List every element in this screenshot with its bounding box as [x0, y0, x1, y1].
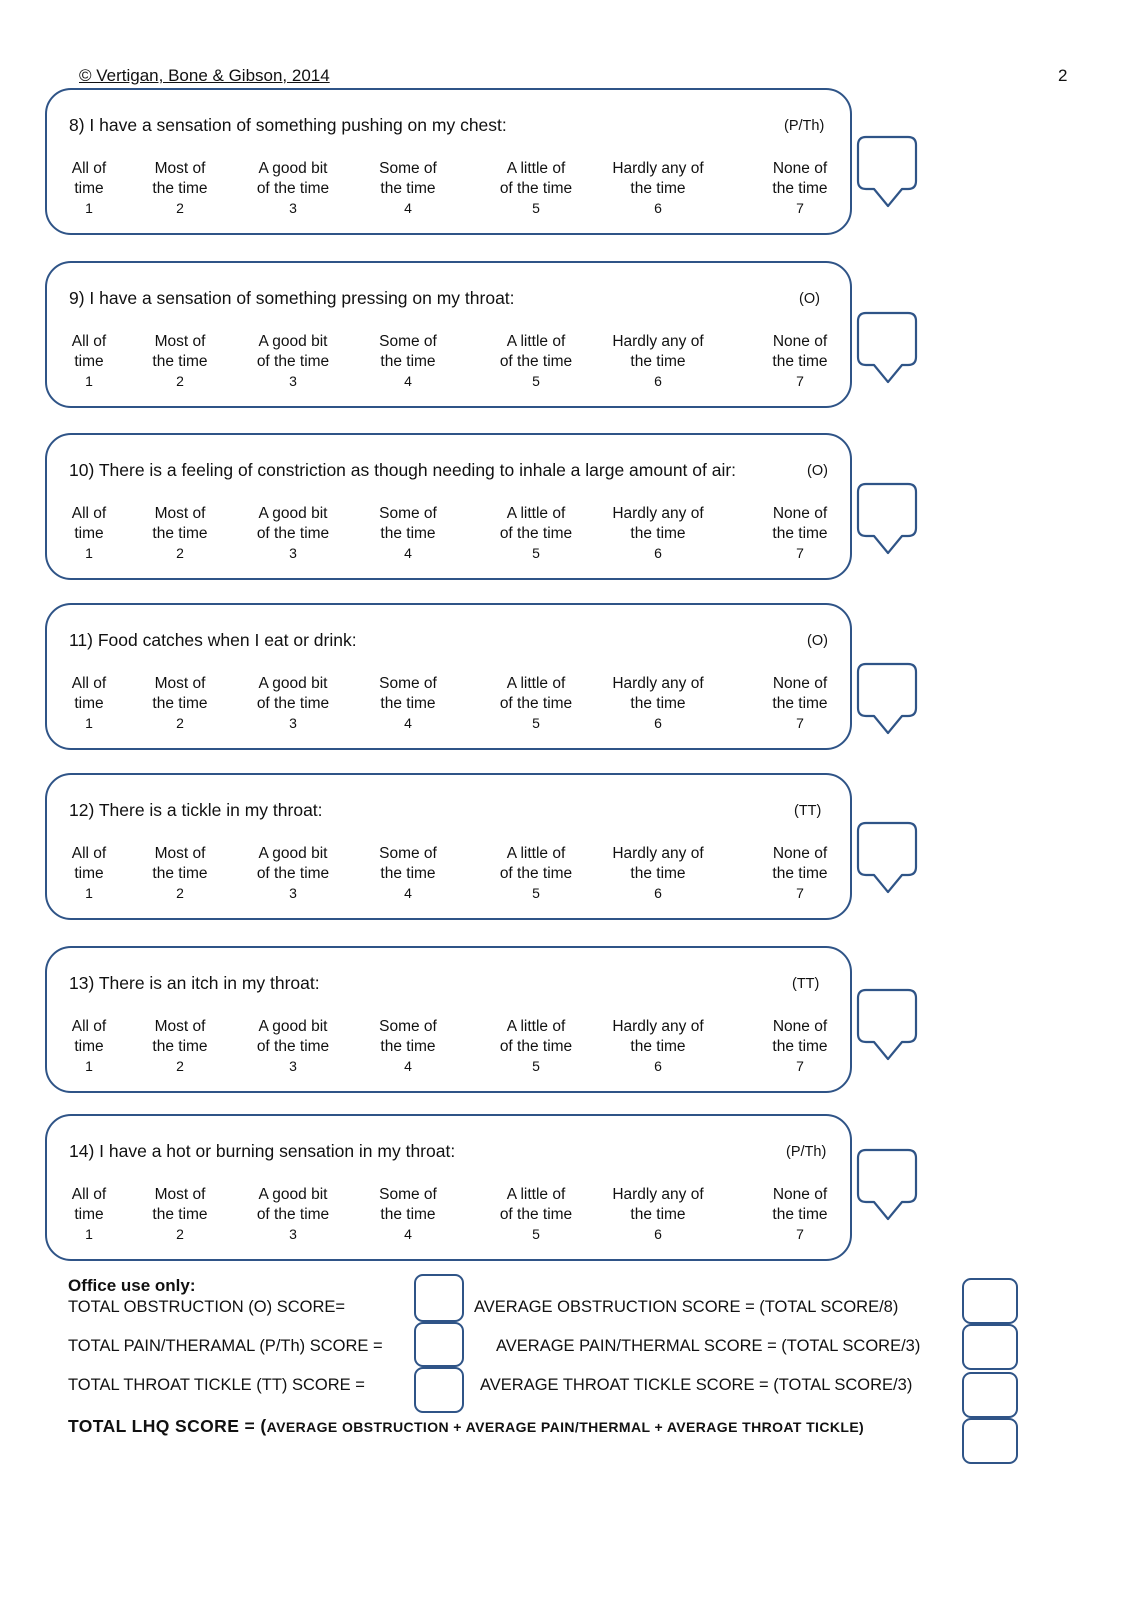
option-label: the time	[152, 695, 208, 712]
option-label: None of	[772, 160, 828, 177]
option-label: A little of	[506, 333, 566, 350]
answer-box-outline	[858, 1150, 916, 1219]
question-text: 9) I have a sensation of something pressing on my throat:	[69, 288, 515, 308]
option-number: 1	[85, 1226, 93, 1242]
option-label: All of	[71, 160, 107, 177]
option-label: time	[74, 180, 104, 197]
option-label: of the time	[499, 695, 573, 712]
response-option-5[interactable]	[476, 844, 596, 902]
response-option-3[interactable]	[233, 504, 353, 562]
option-label: All of	[71, 675, 107, 692]
option-number: 6	[654, 1058, 662, 1074]
option-label: A little of	[506, 505, 566, 522]
option-label: the time	[152, 525, 208, 542]
option-number: 2	[176, 200, 184, 216]
option-label: of the time	[256, 525, 330, 542]
option-label: A little of	[506, 675, 566, 692]
response-option-4[interactable]	[348, 674, 468, 732]
total-lhq-label: TOTAL LHQ SCORE = (	[68, 1416, 267, 1436]
option-number: 2	[176, 1226, 184, 1242]
option-number: 1	[85, 885, 93, 901]
option-label: Most of	[154, 845, 206, 862]
response-option-7[interactable]	[740, 504, 860, 562]
option-number: 2	[176, 885, 184, 901]
option-label: Some of	[379, 160, 437, 177]
option-number: 3	[289, 885, 297, 901]
response-option-5[interactable]	[476, 504, 596, 562]
option-label: the time	[772, 1038, 828, 1055]
option-label: the time	[772, 353, 828, 370]
question-12-box	[45, 773, 852, 920]
option-number: 2	[176, 545, 184, 561]
option-label: None of	[772, 505, 828, 522]
option-label: the time	[630, 353, 686, 370]
option-number: 4	[404, 373, 412, 389]
response-option-7[interactable]	[740, 1185, 860, 1243]
total-obstruction-score-box[interactable]	[414, 1274, 464, 1322]
total-pain-score-box[interactable]	[414, 1322, 464, 1367]
page-number: 2	[1058, 66, 1068, 85]
option-label: of the time	[256, 695, 330, 712]
response-option-4[interactable]	[348, 332, 468, 390]
option-label: the time	[380, 525, 436, 542]
option-number: 6	[654, 1226, 662, 1242]
answer-score-box[interactable]	[856, 482, 920, 556]
option-number: 1	[85, 1058, 93, 1074]
option-label: of the time	[499, 1206, 573, 1223]
option-label: time	[74, 865, 104, 882]
option-label: None of	[772, 1186, 828, 1203]
answer-box-outline	[858, 313, 916, 382]
option-label: Hardly any of	[612, 160, 704, 177]
option-label: All of	[71, 1018, 107, 1035]
response-option-3[interactable]	[233, 159, 353, 217]
option-number: 5	[532, 200, 540, 216]
option-label: Most of	[154, 1186, 206, 1203]
average-pain-score-box[interactable]	[962, 1324, 1018, 1370]
question-8-box	[45, 88, 852, 235]
question-14-box	[45, 1114, 852, 1261]
option-number: 7	[796, 885, 804, 901]
copyright-notice: © Vertigan, Bone & Gibson, 2014	[79, 66, 330, 85]
option-label: A good bit	[258, 333, 328, 350]
option-label: the time	[152, 180, 208, 197]
question-category-tag: (TT)	[794, 803, 822, 819]
option-label: None of	[772, 845, 828, 862]
question-category-tag: (O)	[799, 291, 820, 307]
option-number: 3	[289, 545, 297, 561]
option-label: the time	[152, 1206, 208, 1223]
response-option-2[interactable]	[120, 332, 240, 390]
question-text: 13) There is an itch in my throat:	[69, 973, 320, 993]
option-label: A good bit	[258, 1018, 328, 1035]
option-label: of the time	[499, 865, 573, 882]
response-option-5[interactable]	[476, 1017, 596, 1075]
response-option-2[interactable]	[120, 159, 240, 217]
option-label: Hardly any of	[612, 505, 704, 522]
answer-box-outline	[858, 137, 916, 206]
option-label: Hardly any of	[612, 1186, 704, 1203]
option-label: the time	[772, 1206, 828, 1223]
question-category-tag: (P/Th)	[786, 1144, 827, 1160]
answer-box-outline	[858, 664, 916, 733]
option-number: 4	[404, 715, 412, 731]
option-number: 2	[176, 373, 184, 389]
option-label: the time	[380, 865, 436, 882]
response-option-3[interactable]	[233, 1017, 353, 1075]
response-option-2[interactable]	[120, 504, 240, 562]
response-option-6[interactable]	[598, 674, 718, 732]
option-label: the time	[380, 353, 436, 370]
option-label: time	[74, 525, 104, 542]
response-option-2[interactable]	[120, 844, 240, 902]
option-label: Some of	[379, 675, 437, 692]
option-number: 5	[532, 373, 540, 389]
option-label: the time	[630, 1206, 686, 1223]
question-13-box	[45, 946, 852, 1093]
answer-score-box[interactable]	[856, 311, 920, 385]
response-option-6[interactable]	[598, 844, 718, 902]
option-number: 5	[532, 545, 540, 561]
option-label: the time	[630, 695, 686, 712]
option-label: Hardly any of	[612, 333, 704, 350]
option-number: 7	[796, 715, 804, 731]
total-pain-label: TOTAL PAIN/THERAMAL (P/Th) SCORE =	[68, 1337, 383, 1355]
option-number: 1	[85, 373, 93, 389]
option-number: 5	[532, 715, 540, 731]
option-label: of the time	[256, 180, 330, 197]
option-label: the time	[152, 865, 208, 882]
option-label: Hardly any of	[612, 1018, 704, 1035]
option-label: of the time	[499, 353, 573, 370]
option-label: A little of	[506, 1018, 566, 1035]
response-option-5[interactable]	[476, 674, 596, 732]
response-option-4[interactable]	[348, 504, 468, 562]
option-label: Some of	[379, 1186, 437, 1203]
response-option-7[interactable]	[740, 844, 860, 902]
response-option-6[interactable]	[598, 504, 718, 562]
response-option-5[interactable]	[476, 159, 596, 217]
option-number: 3	[289, 715, 297, 731]
response-option-7[interactable]	[740, 674, 860, 732]
response-option-7[interactable]	[740, 1017, 860, 1075]
question-category-tag: (P/Th)	[784, 118, 825, 134]
response-option-6[interactable]	[598, 1017, 718, 1075]
option-label: of the time	[499, 180, 573, 197]
option-label: the time	[380, 1038, 436, 1055]
response-option-3[interactable]	[233, 332, 353, 390]
answer-box-outline	[858, 990, 916, 1059]
option-label: the time	[152, 1038, 208, 1055]
average-pain-label: AVERAGE PAIN/THERMAL SCORE = (TOTAL SCORE/3)	[496, 1337, 921, 1355]
option-number: 6	[654, 545, 662, 561]
total-tickle-score-box[interactable]	[414, 1367, 464, 1413]
option-label: A little of	[506, 845, 566, 862]
question-9-box	[45, 261, 852, 408]
option-label: the time	[772, 525, 828, 542]
option-number: 7	[796, 1058, 804, 1074]
option-label: Some of	[379, 845, 437, 862]
option-number: 1	[85, 200, 93, 216]
average-tickle-label: AVERAGE THROAT TICKLE SCORE = (TOTAL SCORE/3)	[480, 1376, 913, 1394]
total-lhq-formula: AVERAGE OBSTRUCTION + AVERAGE PAIN/THERMAL + AVERAGE THROAT TICKLE)	[266, 1419, 865, 1435]
option-label: the time	[772, 180, 828, 197]
option-label: Most of	[154, 160, 206, 177]
option-number: 6	[654, 200, 662, 216]
question-text: 10) There is a feeling of constriction as though needing to inhale a large amount of air:	[69, 460, 737, 480]
response-option-5[interactable]	[476, 1185, 596, 1243]
response-option-6[interactable]	[598, 332, 718, 390]
response-option-3[interactable]	[233, 1185, 353, 1243]
average-obstruction-label: AVERAGE OBSTRUCTION SCORE = (TOTAL SCORE/8)	[474, 1298, 899, 1316]
option-label: the time	[380, 1206, 436, 1223]
response-option-5[interactable]	[476, 332, 596, 390]
option-number: 2	[176, 715, 184, 731]
option-number: 2	[176, 1058, 184, 1074]
option-label: Most of	[154, 505, 206, 522]
answer-box-outline	[858, 823, 916, 892]
option-number: 6	[654, 373, 662, 389]
option-label: A good bit	[258, 845, 328, 862]
option-label: All of	[71, 505, 107, 522]
question-text: 12) There is a tickle in my throat:	[69, 800, 323, 820]
option-label: Most of	[154, 333, 206, 350]
response-option-4[interactable]	[348, 159, 468, 217]
option-number: 4	[404, 200, 412, 216]
option-number: 4	[404, 885, 412, 901]
option-label: time	[74, 353, 104, 370]
question-text: 14) I have a hot or burning sensation in my throat:	[69, 1141, 456, 1161]
option-label: All of	[71, 1186, 107, 1203]
option-label: A little of	[506, 1186, 566, 1203]
option-label: Some of	[379, 505, 437, 522]
answer-score-box[interactable]	[856, 135, 920, 209]
average-obstruction-score-box[interactable]	[962, 1278, 1018, 1324]
response-option-3[interactable]	[233, 844, 353, 902]
response-option-4[interactable]	[348, 1185, 468, 1243]
option-label: of the time	[256, 865, 330, 882]
question-category-tag: (TT)	[792, 976, 820, 992]
option-label: the time	[380, 695, 436, 712]
option-label: of the time	[256, 353, 330, 370]
option-label: Most of	[154, 675, 206, 692]
option-label: the time	[772, 865, 828, 882]
option-number: 3	[289, 1226, 297, 1242]
option-label: All of	[71, 845, 107, 862]
option-label: the time	[630, 1038, 686, 1055]
option-label: time	[74, 695, 104, 712]
option-label: A good bit	[258, 505, 328, 522]
option-label: All of	[71, 333, 107, 350]
option-label: the time	[152, 353, 208, 370]
total-lhq-score-line	[68, 1416, 864, 1437]
average-tickle-score-box[interactable]	[962, 1372, 1018, 1418]
option-number: 5	[532, 885, 540, 901]
total-tickle-label: TOTAL THROAT TICKLE (TT) SCORE =	[68, 1376, 365, 1394]
option-label: None of	[772, 675, 828, 692]
question-text: 8) I have a sensation of something pushing on my chest:	[69, 115, 507, 135]
option-number: 4	[404, 545, 412, 561]
option-label: None of	[772, 333, 828, 350]
option-label: the time	[772, 695, 828, 712]
option-label: None of	[772, 1018, 828, 1035]
answer-score-box[interactable]	[856, 1148, 920, 1222]
question-category-tag: (O)	[807, 633, 828, 649]
answer-box-outline	[858, 484, 916, 553]
response-option-7[interactable]	[740, 332, 860, 390]
option-label: Hardly any of	[612, 675, 704, 692]
option-number: 3	[289, 200, 297, 216]
option-number: 7	[796, 545, 804, 561]
option-number: 5	[532, 1058, 540, 1074]
option-label: of the time	[256, 1038, 330, 1055]
response-option-4[interactable]	[348, 844, 468, 902]
option-label: of the time	[256, 1206, 330, 1223]
response-option-3[interactable]	[233, 674, 353, 732]
option-label: Some of	[379, 333, 437, 350]
question-10-box	[45, 433, 852, 580]
question-11-box	[45, 603, 852, 750]
option-label: Hardly any of	[612, 845, 704, 862]
option-number: 4	[404, 1058, 412, 1074]
response-option-6[interactable]	[598, 1185, 718, 1243]
answer-score-box[interactable]	[856, 662, 920, 736]
option-label: Most of	[154, 1018, 206, 1035]
option-label: the time	[630, 525, 686, 542]
option-label: A little of	[506, 160, 566, 177]
option-number: 5	[532, 1226, 540, 1242]
question-category-tag: (O)	[807, 463, 828, 479]
option-label: Some of	[379, 1018, 437, 1035]
response-option-6[interactable]	[598, 159, 718, 217]
option-label: A good bit	[258, 160, 328, 177]
option-number: 3	[289, 373, 297, 389]
option-number: 1	[85, 715, 93, 731]
option-number: 6	[654, 715, 662, 731]
option-label: the time	[380, 180, 436, 197]
option-label: the time	[630, 180, 686, 197]
option-number: 3	[289, 1058, 297, 1074]
option-label: of the time	[499, 1038, 573, 1055]
option-label: of the time	[499, 525, 573, 542]
answer-score-box[interactable]	[856, 988, 920, 1062]
response-option-2[interactable]	[120, 1017, 240, 1075]
answer-score-box[interactable]	[856, 821, 920, 895]
option-number: 7	[796, 200, 804, 216]
option-number: 1	[85, 545, 93, 561]
option-label: time	[74, 1038, 104, 1055]
option-label: time	[74, 1206, 104, 1223]
option-number: 4	[404, 1226, 412, 1242]
option-label: A good bit	[258, 1186, 328, 1203]
total-lhq-score-box[interactable]	[962, 1418, 1018, 1464]
question-text: 11) Food catches when I eat or drink:	[69, 630, 357, 650]
option-label: the time	[630, 865, 686, 882]
option-number: 6	[654, 885, 662, 901]
total-obstruction-label: TOTAL OBSTRUCTION (O) SCORE=	[68, 1298, 346, 1316]
response-option-4[interactable]	[348, 1017, 468, 1075]
response-option-2[interactable]	[120, 674, 240, 732]
option-number: 7	[796, 1226, 804, 1242]
response-option-2[interactable]	[120, 1185, 240, 1243]
office-use-title: Office use only:	[68, 1276, 196, 1295]
response-option-7[interactable]	[740, 159, 860, 217]
option-number: 7	[796, 373, 804, 389]
option-label: A good bit	[258, 675, 328, 692]
